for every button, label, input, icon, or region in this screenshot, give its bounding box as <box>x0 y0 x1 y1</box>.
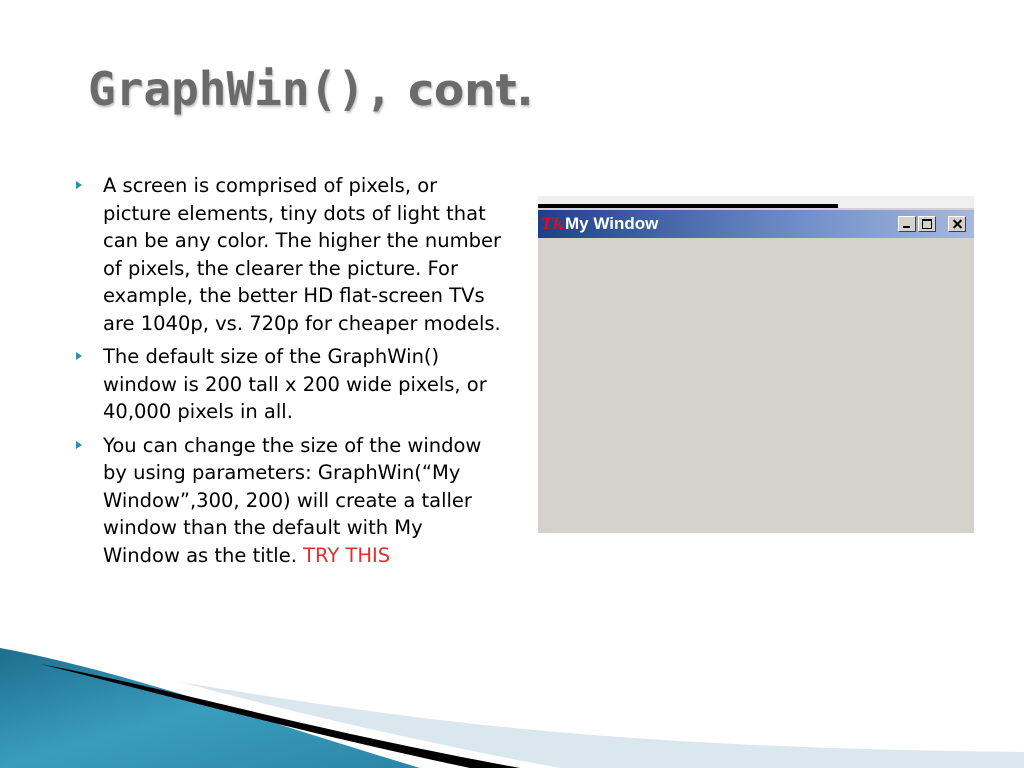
window-titlebar <box>538 210 974 238</box>
maximize-icon <box>918 216 936 232</box>
window-screenshot <box>538 196 974 541</box>
window-title: My Window <box>565 214 659 233</box>
screenshot-top-edge <box>538 196 974 208</box>
bullet-list <box>72 172 502 575</box>
bullet-arrow-icon <box>76 352 82 360</box>
wave-teal <box>0 648 420 768</box>
bullet-text: You can change the size of the window by using parameters: GraphWin(“My Window”,300, 200) will create a taller window than the default with My Window as the title. <box>103 433 482 567</box>
bullet-item <box>72 343 502 426</box>
slide-title <box>88 62 533 116</box>
slide-title-code: GraphWin(), <box>88 62 393 116</box>
screenshot-bottom-edge <box>538 533 974 541</box>
bullet-text: A screen is comprised of pixels, or picture elements, tiny dots of light that can be any color. The higher the number of pixels, the clearer the picture. For example, the better HD flat-screen TVs are 1040p, vs. 720p for cheaper models. <box>103 174 501 335</box>
bullet-item <box>72 172 502 337</box>
bullet-arrow-icon <box>76 441 82 449</box>
close-icon <box>948 216 966 232</box>
minimize-icon <box>898 216 916 232</box>
tk-logo-icon: Tk <box>541 214 564 233</box>
decorative-wave <box>0 630 1024 768</box>
try-this-highlight: TRY THIS <box>303 543 391 567</box>
bullet-item <box>72 432 502 570</box>
bullet-text: The default size of the GraphWin() window is 200 tall x 200 wide pixels, or 40,000 pixels in all. <box>103 345 487 423</box>
screenshot-top-bar <box>538 204 838 208</box>
bullet-arrow-icon <box>76 181 82 189</box>
slide-title-rest: cont. <box>392 65 534 116</box>
